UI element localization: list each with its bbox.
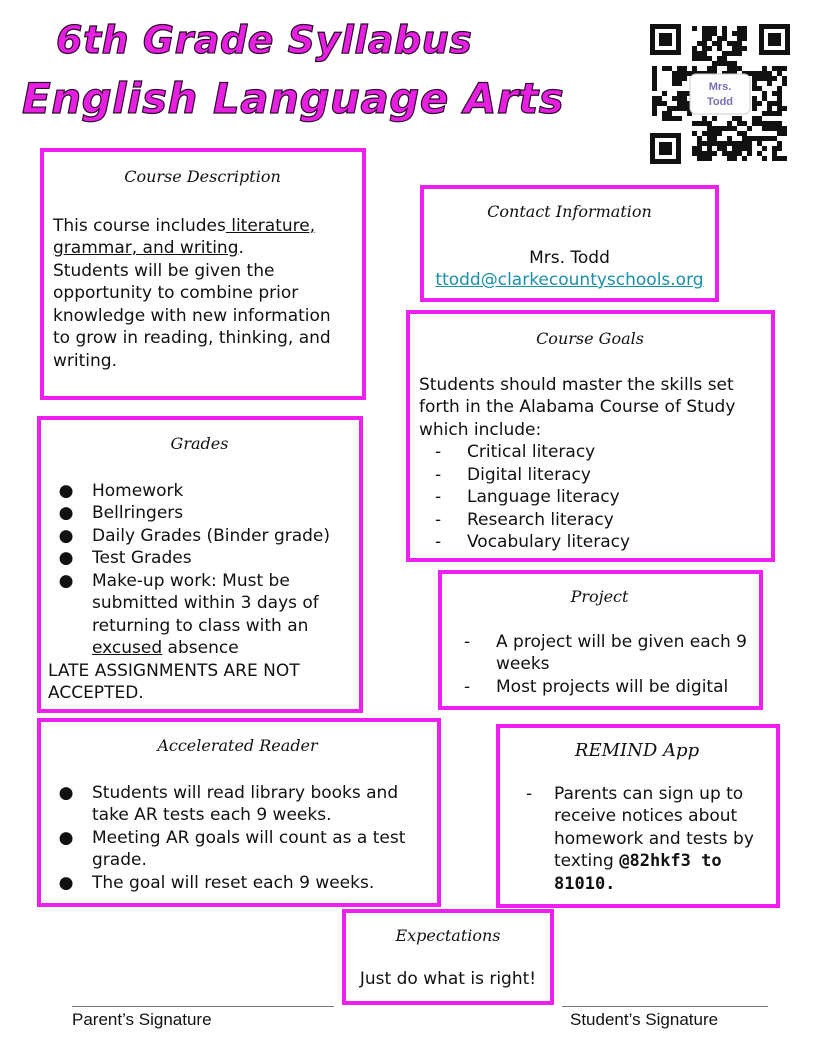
list-item: ● Bellringers <box>58 503 184 523</box>
qr-label-line2: Todd <box>706 96 734 108</box>
contact-name: Mrs. Todd <box>529 247 610 268</box>
list-item: ● Daily Grades (Binder grade) <box>58 525 331 546</box>
expectations-box <box>342 909 554 1005</box>
title-line-2: English Language Arts <box>22 74 565 123</box>
list-item: - Parents can sign up to receive notices about homework and tests by texting @82hkf3 to 81010. <box>526 783 754 894</box>
parent-signature-label: Parent’s Signature <box>72 1010 212 1029</box>
course-description-heading: Course Description <box>124 167 281 186</box>
list-item: ● Students will read library books and take AR tests each 9 weeks. <box>58 782 399 825</box>
accelerated-reader-heading: Accelerated Reader <box>157 736 318 755</box>
list-item: - A project will be given each 9 weeks <box>464 631 747 674</box>
student-signature-label: Student’s Signature <box>570 1010 719 1029</box>
list-item: - Most projects will be digital <box>464 676 729 697</box>
expectations-text: Just do what is right! <box>359 968 537 989</box>
student-signature-line[interactable] <box>562 1006 768 1007</box>
list-item: - Critical literacy <box>435 442 596 462</box>
contact-heading: Contact Information <box>487 202 652 221</box>
list-item: - Digital literacy <box>435 464 591 485</box>
course-topics: literature, grammar, and writing <box>53 215 316 258</box>
project-list <box>448 631 751 699</box>
remind-app-box <box>496 724 780 908</box>
grades-box <box>37 416 363 713</box>
project-box <box>438 570 763 710</box>
contact-info-box <box>420 185 719 302</box>
accelerated-reader-list <box>48 782 427 895</box>
title-line-1: 6th Grade Syllabus <box>56 18 473 62</box>
project-heading: Project <box>570 587 629 606</box>
contact-email-link[interactable]: ttodd@clarkecountyschools.org <box>435 270 704 290</box>
accelerated-reader-box <box>37 718 441 907</box>
remind-heading: REMIND App <box>574 740 700 761</box>
list-item: ● Test Grades <box>58 548 192 568</box>
course-description-box <box>40 148 366 400</box>
course-goals-intro: Students should master the skills set forth in the Alabama Course of Study which include: <box>419 374 736 440</box>
list-item: ● Homework <box>58 480 184 501</box>
course-goals-heading: Course Goals <box>536 329 644 348</box>
qr-code[interactable] <box>648 22 792 166</box>
list-item: ● The goal will reset each 9 weeks. <box>58 872 375 893</box>
list-item: - Vocabulary literacy <box>435 532 631 552</box>
expectations-heading: Expectations <box>395 926 501 945</box>
parent-signature-line[interactable] <box>72 1006 334 1007</box>
course-description-text: This course includes literature, grammar, and writing. Students will be given the opportunity to combine prior knowledge with new information to grow in reading, thinking, and writing. <box>53 215 331 371</box>
remind-list <box>506 783 768 896</box>
qr-label-line1: Mrs. <box>708 81 732 93</box>
list-item: - Language literacy <box>435 487 620 507</box>
course-goals-list <box>419 441 761 554</box>
list-item: ● Meeting AR goals will count as a test grade. <box>58 827 406 870</box>
list-item: ● Make-up work: Must be submitted within 3 days of returning to class with an excused absence <box>58 570 319 658</box>
late-assignments-note: LATE ASSIGNMENTS ARE NOT ACCEPTED. <box>48 660 300 703</box>
grades-list <box>48 480 351 660</box>
remind-code: @82hkf3 to 81010. <box>554 851 722 894</box>
grades-heading: Grades <box>170 434 229 453</box>
course-goals-box <box>406 310 775 562</box>
list-item: - Research literacy <box>435 509 614 530</box>
